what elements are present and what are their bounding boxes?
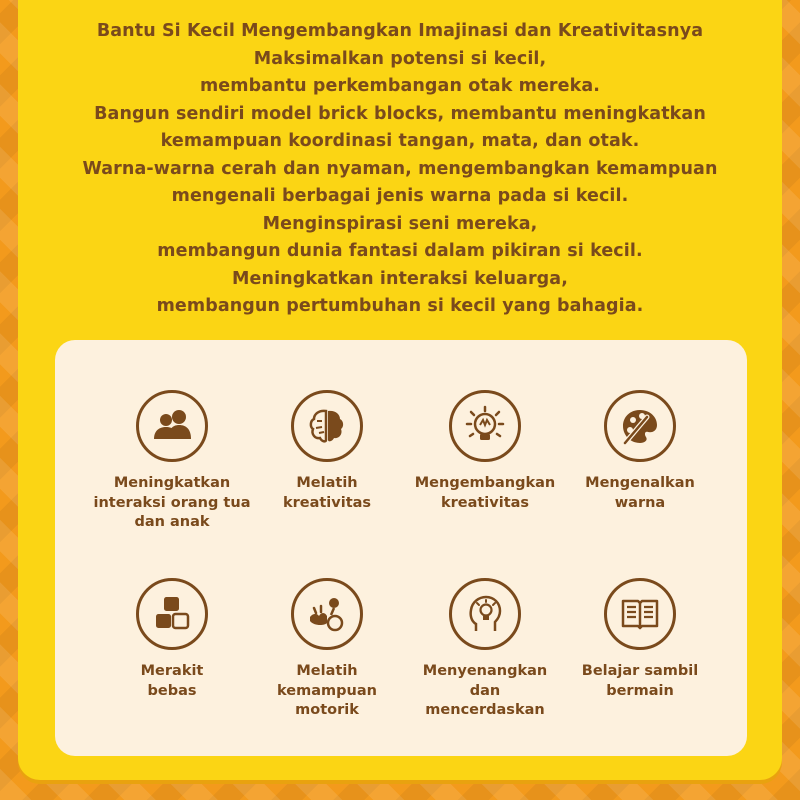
feature-label: Merakit bebas (140, 663, 204, 699)
intro-line: mengenali berbagai jenis warna pada si kecil. (171, 186, 629, 206)
feature-label: Meningkatkan interaksi orang tua dan anak (93, 475, 251, 530)
intro-line: Menginspirasi seni mereka, (262, 213, 538, 234)
features-card (55, 340, 747, 756)
hand-gear-icon (291, 578, 363, 650)
feature-parent-interaction (87, 390, 257, 533)
intro-line: membangun dunia fantasi dalam pikiran si kecil. (157, 241, 643, 261)
feature-label: Mengembangkan kreativitas (414, 475, 556, 511)
feature-learn-play (555, 578, 725, 701)
feature-develop-creativity (400, 390, 570, 513)
feature-creativity-training (242, 390, 412, 513)
intro-line: membantu perkembangan otak mereka. (199, 76, 601, 96)
feature-label: Menyenangkan dan mencerdaskan (422, 663, 548, 718)
palette-icon (604, 390, 676, 462)
feature-free-assembly (87, 578, 257, 701)
brain-icon (291, 390, 363, 462)
intro-line-title: Bantu Si Kecil Mengembangkan Imajinasi dan Kreativitasnya (96, 21, 704, 41)
feature-label: Mengenalkan warna (585, 475, 695, 511)
people-icon (136, 390, 208, 462)
feature-label: Melatih kreativitas (282, 475, 372, 511)
feature-label: Melatih kemampuan motorik (277, 663, 377, 718)
intro-text (30, 18, 770, 321)
feature-color-intro (555, 390, 725, 513)
book-icon (604, 578, 676, 650)
intro-line: Maksimalkan potensi si kecil, (253, 48, 547, 69)
intro-line: membangun pertumbuhan si kecil yang bahagia. (156, 296, 644, 316)
feature-motor-skills (242, 578, 412, 721)
intro-line: Meningkatkan interaksi keluarga, (232, 268, 568, 289)
blocks-icon (136, 578, 208, 650)
intro-line: Warna-warna cerah dan nyaman, mengembangkan kemampuan (82, 158, 718, 179)
feature-label: Belajar sambil bermain (581, 663, 699, 699)
intro-line: Bangun sendiri model brick blocks, membantu meningkatkan (94, 103, 706, 124)
lightbulb-icon (449, 390, 521, 462)
intro-line: kemampuan koordinasi tangan, mata, dan otak. (160, 131, 640, 151)
feature-fun-smart (400, 578, 570, 721)
head-idea-icon (449, 578, 521, 650)
